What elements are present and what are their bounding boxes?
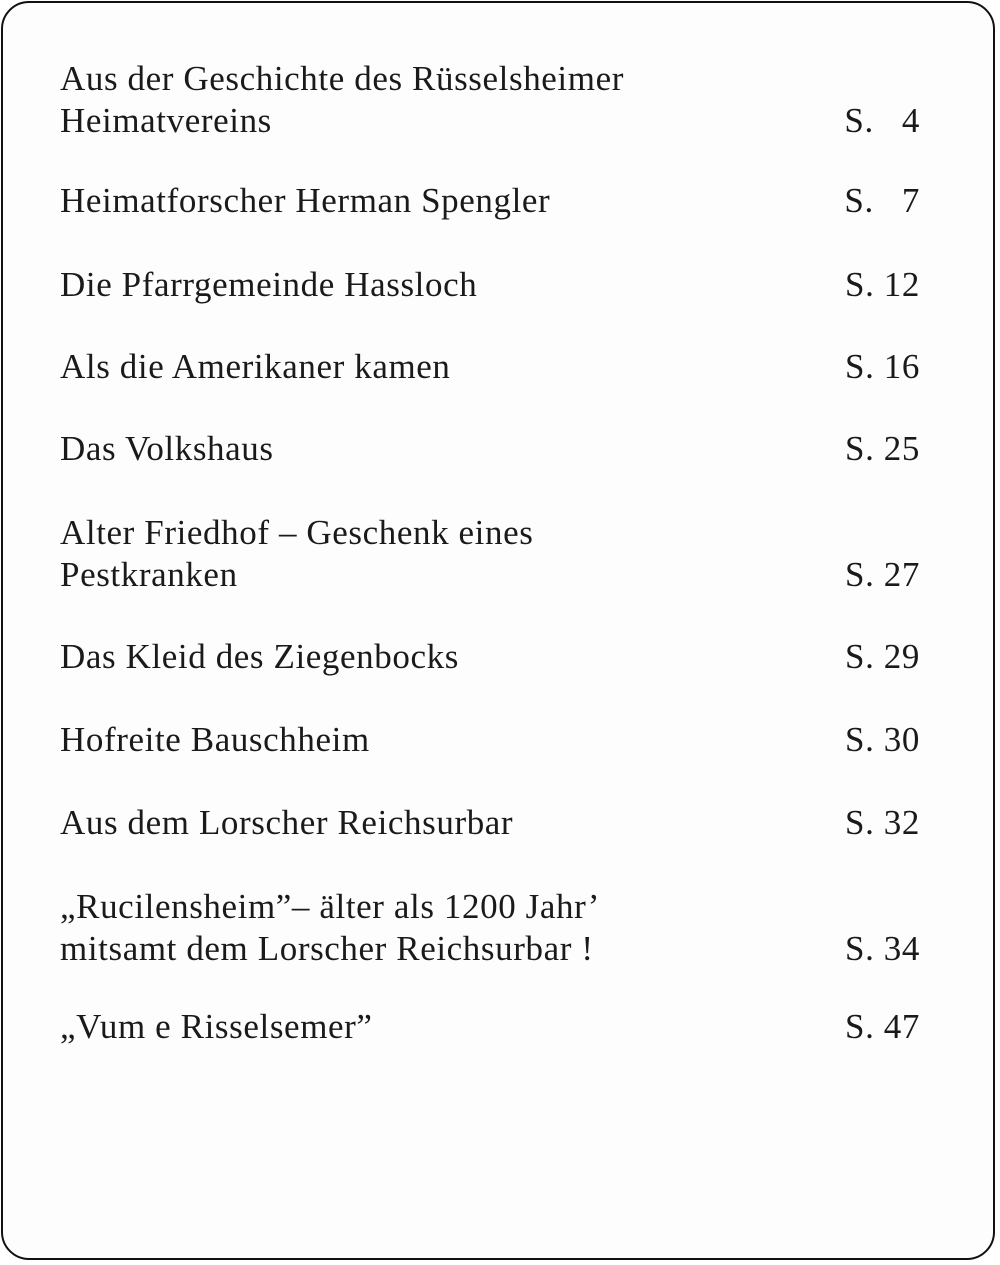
toc-entry-title: „Vum e Risselsemer” (60, 1007, 373, 1046)
toc-entry (60, 802, 920, 844)
toc-entry-title: Alter Friedhof – Geschenk eines Pestkranken (60, 513, 534, 594)
toc-entry (60, 428, 920, 470)
toc-entry-page: S. 7 (844, 181, 920, 220)
toc-entry-page: S. 27 (845, 555, 920, 594)
toc-entry (60, 1006, 920, 1048)
toc-entry-page: S. 47 (845, 1007, 920, 1046)
toc-entry-title: Hofreite Bauschheim (60, 720, 370, 759)
toc-entry-title: Aus der Geschichte des Rüsselsheimer Heimatvereins (60, 59, 624, 140)
toc-entry (60, 719, 920, 761)
toc-entry-title: Das Volkshaus (60, 429, 274, 468)
toc-entry-page: S. 34 (845, 929, 920, 968)
toc-entry-page: S. 32 (845, 803, 920, 842)
toc-entry-page: S. 4 (844, 101, 920, 140)
toc-entry-title: Aus dem Lorscher Reichsurbar (60, 803, 514, 842)
toc-entry-title: „Rucilensheim”– älter als 1200 Jahr’ mitsamt dem Lorscher Reichsurbar ! (60, 887, 600, 968)
toc-entry-page: S. 29 (845, 637, 920, 676)
toc-entry (60, 636, 920, 678)
toc-entry-title: Das Kleid des Ziegenbocks (60, 637, 459, 676)
toc-entry-title: Als die Amerikaner kamen (60, 347, 451, 386)
toc-entry (60, 264, 920, 306)
toc-entry-page: S. 16 (845, 347, 920, 386)
toc-entry-title: Die Pfarrgemeinde Hassloch (60, 265, 478, 304)
toc-entry (60, 886, 920, 970)
toc-entry (60, 180, 920, 222)
toc-entry-title: Heimatforscher Herman Spengler (60, 181, 551, 220)
toc-entry (60, 512, 920, 596)
toc-entry (60, 346, 920, 388)
toc-entry-page: S. 12 (845, 265, 920, 304)
toc-entry-page: S. 25 (845, 429, 920, 468)
toc-entry-page: S. 30 (845, 720, 920, 759)
toc-entry (60, 58, 920, 142)
